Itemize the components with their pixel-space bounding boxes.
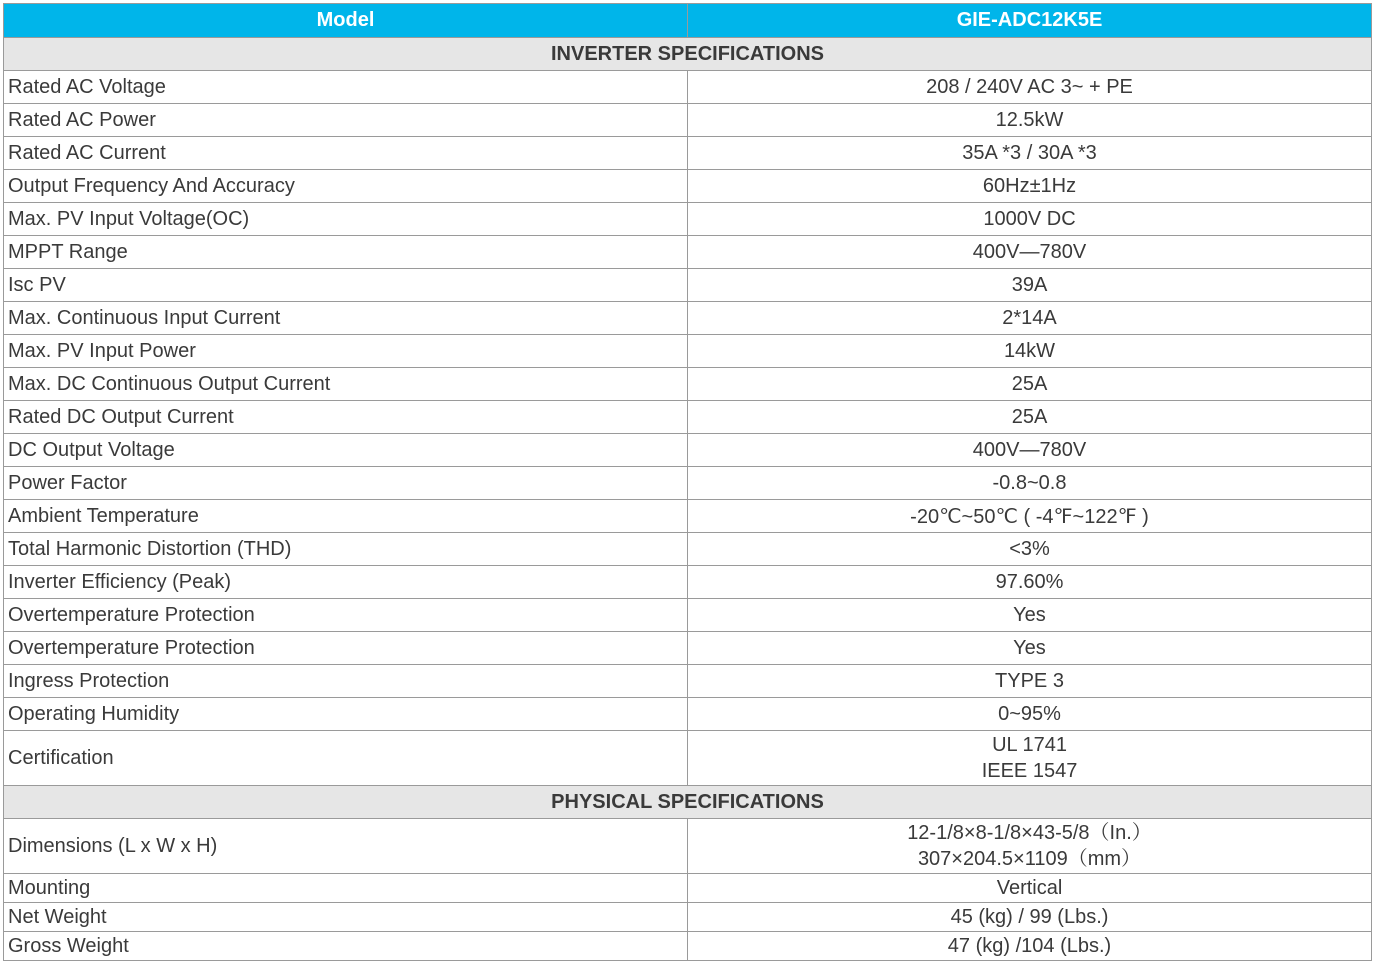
spec-label: Max. PV Input Voltage(OC) [4, 203, 688, 236]
table-row [4, 698, 1372, 731]
table-row [4, 401, 1372, 434]
spec-label: Max. DC Continuous Output Current [4, 368, 688, 401]
table-row [4, 104, 1372, 137]
spec-value: 35A *3 / 30A *3 [688, 137, 1372, 170]
spec-value: 400V—780V [688, 236, 1372, 269]
spec-label: Overtemperature Protection [4, 599, 688, 632]
spec-label: Rated AC Power [4, 104, 688, 137]
spec-value [688, 819, 1372, 874]
table-row [4, 335, 1372, 368]
table-row [4, 467, 1372, 500]
spec-value: 60Hz±1Hz [688, 170, 1372, 203]
spec-label: Mounting [4, 874, 688, 903]
spec-label: Rated DC Output Current [4, 401, 688, 434]
cert-line: IEEE 1547 [981, 760, 1078, 782]
spec-value [688, 731, 1372, 786]
spec-label: MPPT Range [4, 236, 688, 269]
table-row [4, 137, 1372, 170]
spec-value: 1000V DC [688, 203, 1372, 236]
spec-label: Power Factor [4, 467, 688, 500]
spec-value: 47 (kg) /104 (Lbs.) [688, 932, 1372, 961]
spec-label: Dimensions (L x W x H) [4, 819, 688, 874]
spec-value: 45 (kg) / 99 (Lbs.) [688, 903, 1372, 932]
table-row [4, 434, 1372, 467]
table-row-certification [4, 731, 1372, 786]
spec-value: 14kW [688, 335, 1372, 368]
spec-value: 97.60% [688, 566, 1372, 599]
spec-value: -20℃~50℃ ( -4℉~122℉ ) [688, 500, 1372, 533]
spec-label: Operating Humidity [4, 698, 688, 731]
spec-table [3, 3, 1372, 961]
section-title: INVERTER SPECIFICATIONS [4, 38, 1372, 71]
spec-value: Yes [688, 632, 1372, 665]
table-row [4, 269, 1372, 302]
spec-label: Max. PV Input Power [4, 335, 688, 368]
table-row [4, 632, 1372, 665]
spec-value: 25A [688, 401, 1372, 434]
spec-label: Rated AC Current [4, 137, 688, 170]
table-row [4, 71, 1372, 104]
spec-value: 400V—780V [688, 434, 1372, 467]
dimension-line: 12-1/8×8-1/8×43-5/8（In.） [907, 822, 1152, 844]
table-row [4, 302, 1372, 335]
table-row [4, 203, 1372, 236]
table-row [4, 533, 1372, 566]
spec-label: Ingress Protection [4, 665, 688, 698]
table-row-dimensions [4, 819, 1372, 874]
section-header-inverter [4, 38, 1372, 71]
table-row [4, 236, 1372, 269]
section-header-physical [4, 786, 1372, 819]
spec-value: 2*14A [688, 302, 1372, 335]
table-row [4, 599, 1372, 632]
spec-value: 39A [688, 269, 1372, 302]
spec-value: 25A [688, 368, 1372, 401]
spec-label: Output Frequency And Accuracy [4, 170, 688, 203]
spec-value: TYPE 3 [688, 665, 1372, 698]
spec-label: Total Harmonic Distortion (THD) [4, 533, 688, 566]
table-row [4, 368, 1372, 401]
model-label: Model [4, 4, 688, 38]
spec-label: Max. Continuous Input Current [4, 302, 688, 335]
table-row [4, 874, 1372, 903]
spec-value: 12.5kW [688, 104, 1372, 137]
dimension-line: 307×204.5×1109（mm） [917, 848, 1142, 870]
spec-label: Isc PV [4, 269, 688, 302]
spec-value: Vertical [688, 874, 1372, 903]
table-row [4, 665, 1372, 698]
spec-value: 0~95% [688, 698, 1372, 731]
table-row [4, 903, 1372, 932]
cert-line: UL 1741 [992, 734, 1067, 756]
table-row [4, 500, 1372, 533]
table-row [4, 170, 1372, 203]
spec-value: Yes [688, 599, 1372, 632]
spec-label: Gross Weight [4, 932, 688, 961]
spec-label: Certification [4, 731, 688, 786]
spec-value: <3% [688, 533, 1372, 566]
header-row [4, 4, 1372, 38]
table-row [4, 932, 1372, 961]
model-value: GIE-ADC12K5E [688, 4, 1372, 38]
spec-value: 208 / 240V AC 3~ + PE [688, 71, 1372, 104]
spec-label: Overtemperature Protection [4, 632, 688, 665]
spec-label: Ambient Temperature [4, 500, 688, 533]
table-row [4, 566, 1372, 599]
spec-label: Net Weight [4, 903, 688, 932]
spec-value: -0.8~0.8 [688, 467, 1372, 500]
spec-label: Inverter Efficiency (Peak) [4, 566, 688, 599]
spec-label: DC Output Voltage [4, 434, 688, 467]
section-title: PHYSICAL SPECIFICATIONS [4, 786, 1372, 819]
spec-label: Rated AC Voltage [4, 71, 688, 104]
